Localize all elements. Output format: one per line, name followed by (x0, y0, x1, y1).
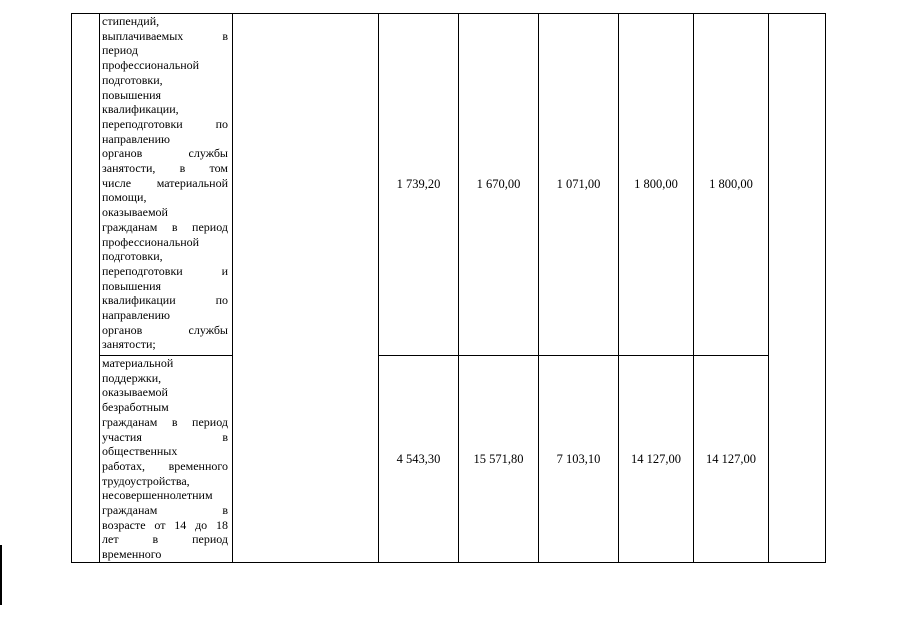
description-line: лет в период (102, 532, 228, 547)
description-line: материальной (102, 356, 174, 370)
value-cell: 1 800,00 (619, 14, 694, 356)
table-row (72, 14, 826, 356)
description-line: работах, временного (102, 458, 228, 473)
description-line: выплачиваемых в (102, 28, 228, 43)
value-cell: 1 670,00 (459, 14, 539, 356)
value-cell: 7 103,10 (539, 356, 619, 563)
row-description (100, 356, 233, 563)
description-line: переподготовки и (102, 263, 228, 278)
value-cell: 15 571,80 (459, 356, 539, 563)
description-line: повышения (102, 87, 162, 102)
scan-edge-mark (0, 545, 2, 605)
description-line: стипендий, (102, 14, 160, 28)
description-line: органов службы (102, 322, 228, 337)
description-line: числе материальной (102, 175, 228, 190)
description-line: направлению (102, 131, 170, 146)
description-line: занятости; (102, 337, 156, 352)
value-cell: 14 127,00 (619, 356, 694, 563)
description-line: оказываемой (102, 205, 168, 220)
value-cell: 1 071,00 (539, 14, 619, 356)
description-line: несовершеннолетним (102, 488, 213, 503)
description-line: общественных (102, 444, 178, 459)
description-line: период (102, 43, 138, 58)
empty-cell (769, 14, 826, 563)
description-line: оказываемой (102, 385, 168, 400)
description-line: гражданам в период (102, 414, 228, 429)
description-line: повышения (102, 278, 162, 293)
description-line: квалификации, (102, 102, 179, 117)
value-cell: 4 543,30 (379, 356, 459, 563)
description-line: переподготовки по (102, 116, 228, 131)
description-line: трудоустройства, (102, 473, 190, 488)
value-cell: 1 800,00 (694, 14, 769, 356)
description-line: безработным (102, 400, 169, 415)
description-line: подготовки, (102, 249, 163, 264)
description-line: профессиональной (102, 234, 200, 249)
description-line: направлению (102, 308, 170, 323)
description-line: подготовки, (102, 72, 163, 87)
description-line: гражданам в период (102, 219, 228, 234)
row-number-cell (72, 14, 100, 563)
description-line: занятости, в том (102, 161, 228, 176)
table-row (72, 356, 826, 563)
description-line: возрасте от 14 до 18 (102, 517, 228, 532)
empty-cell (233, 14, 379, 563)
description-line: временного (102, 547, 162, 562)
description-line: поддержки, (102, 370, 162, 385)
description-line: органов службы (102, 146, 228, 161)
value-cell: 14 127,00 (694, 356, 769, 563)
description-line: участия в (102, 429, 228, 444)
description-line: профессиональной (102, 58, 200, 73)
description-line: гражданам в (102, 503, 228, 518)
budget-table (71, 13, 826, 563)
description-line: помощи, (102, 190, 147, 205)
description-line: квалификации по (102, 293, 228, 308)
value-cell: 1 739,20 (379, 14, 459, 356)
row-description (100, 14, 233, 356)
